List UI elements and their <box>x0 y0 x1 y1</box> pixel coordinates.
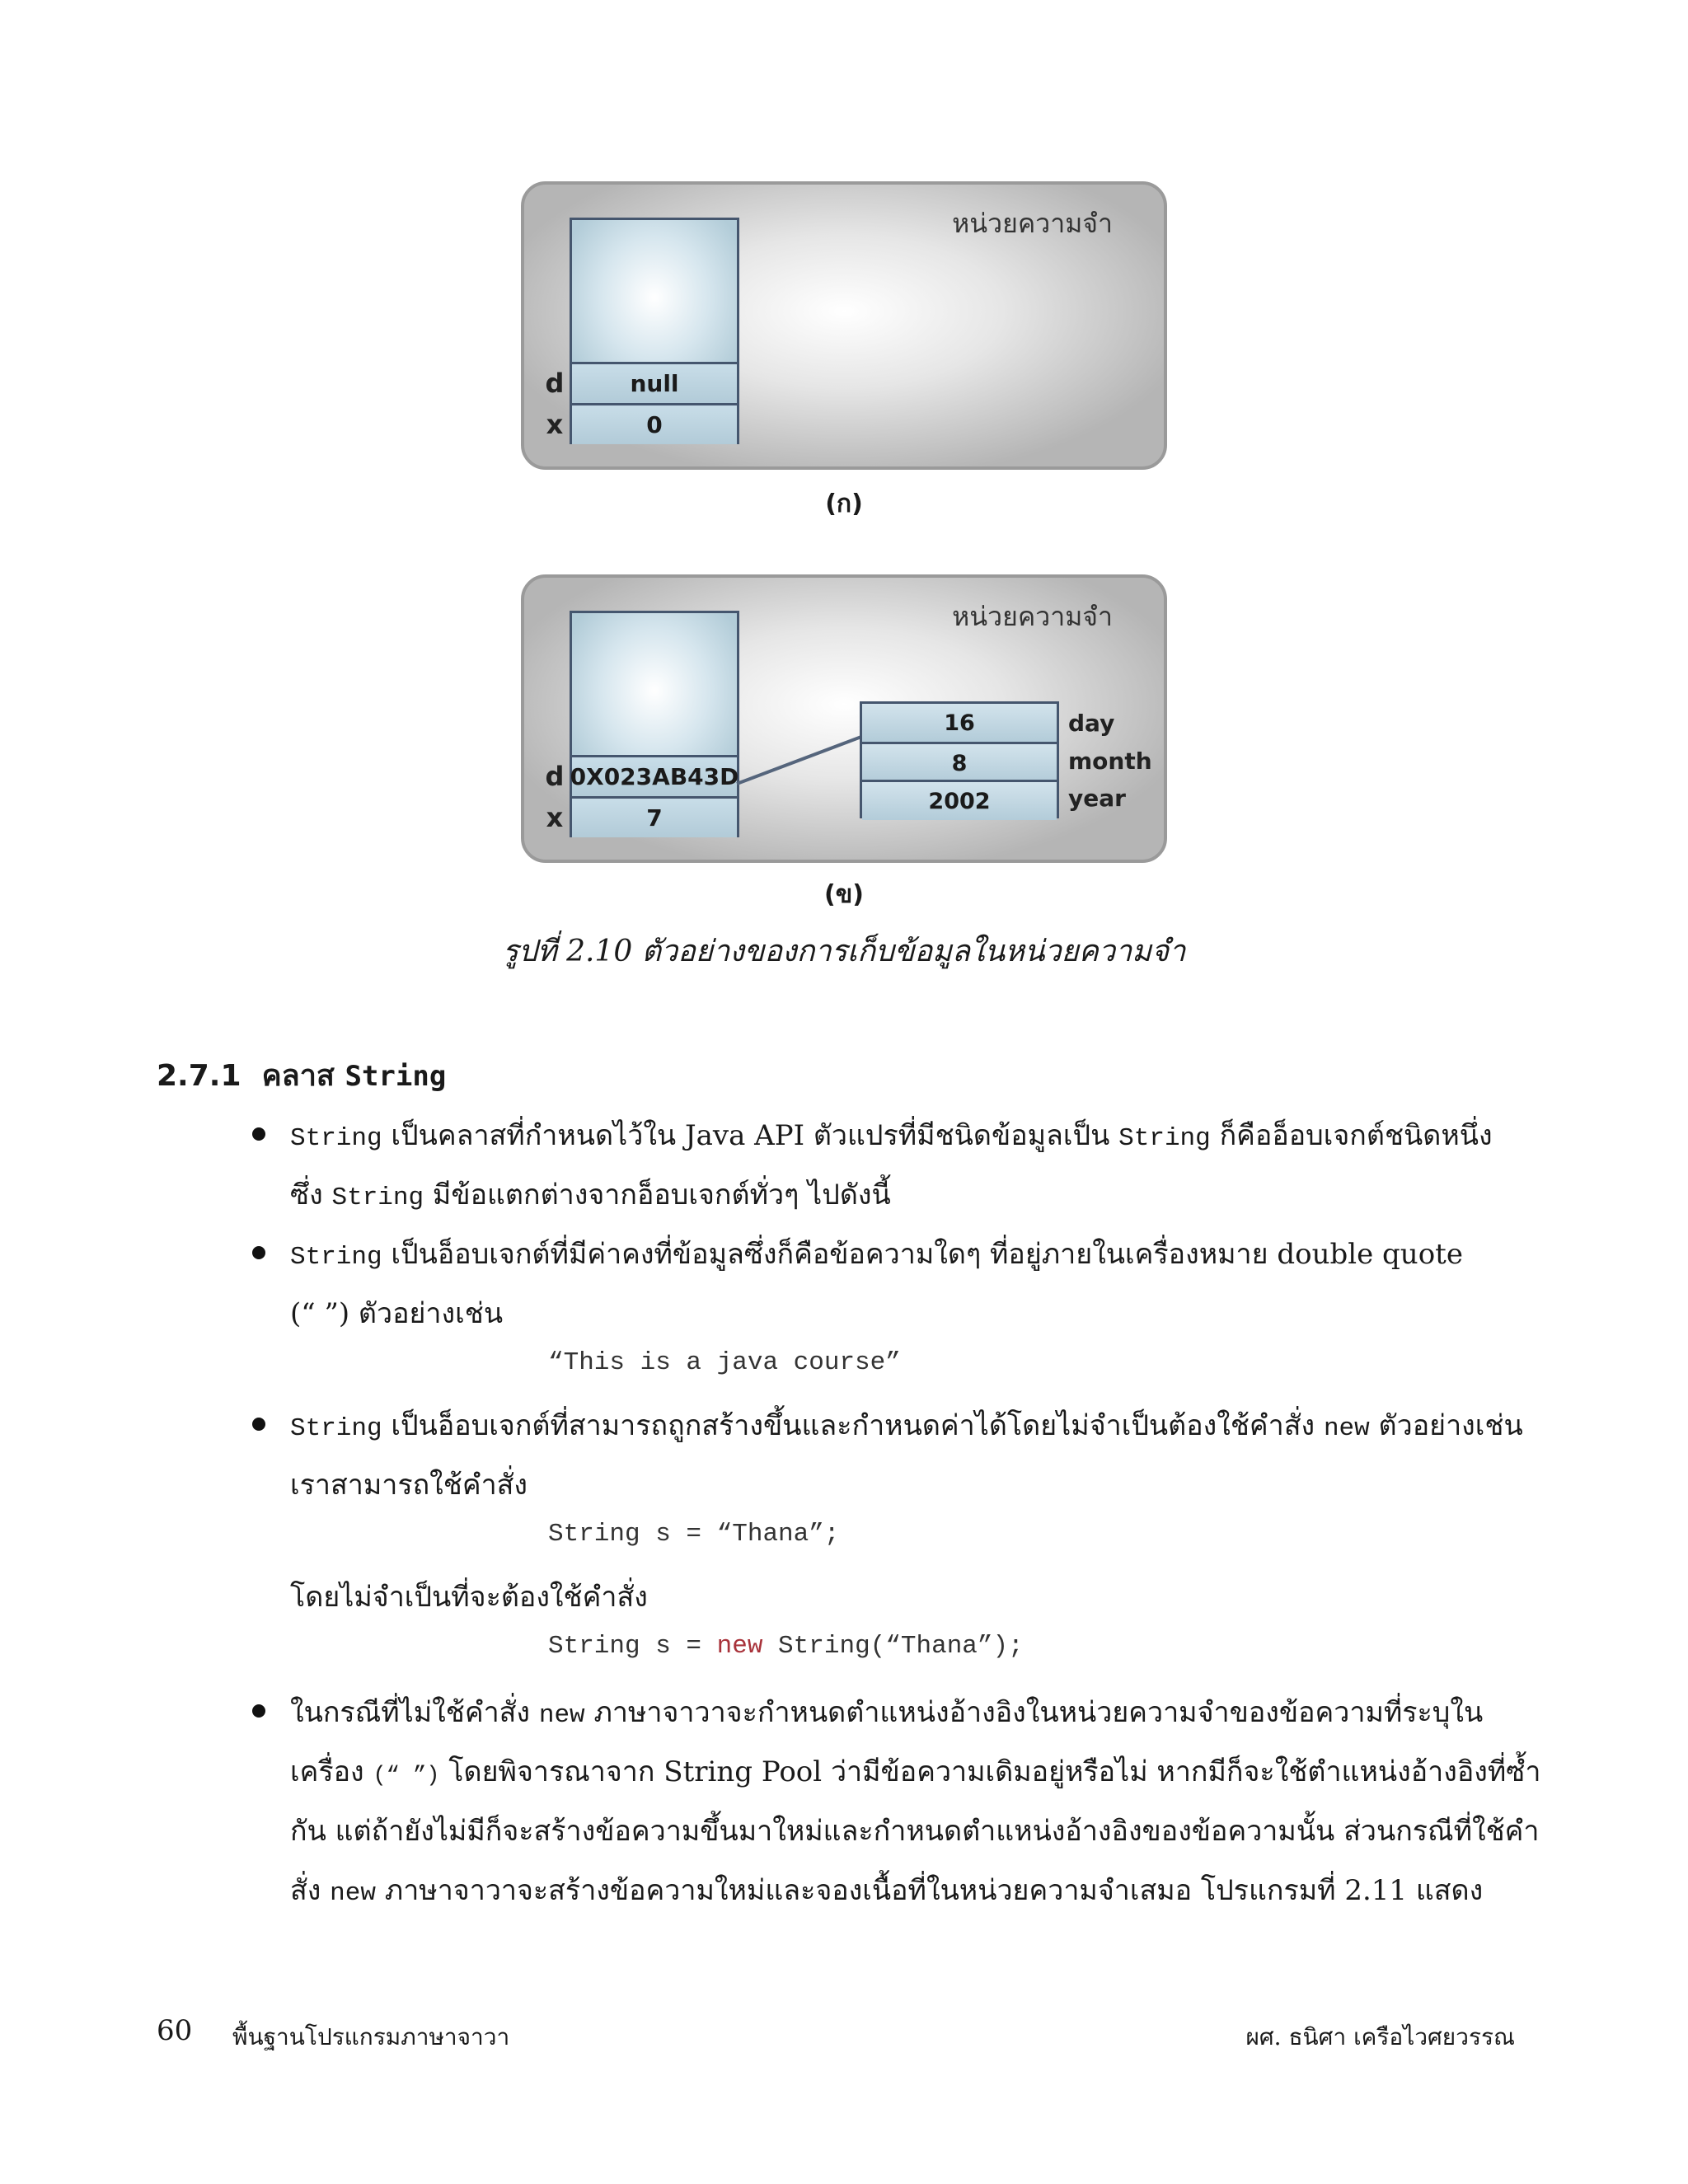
text: สั่ง <box>290 1874 331 1907</box>
variable-d-cell: null <box>572 362 737 403</box>
section-title-code: String <box>345 1060 447 1093</box>
variable-x-name: x <box>546 409 564 440</box>
inline-code: String <box>290 1414 382 1443</box>
text: เครื่อง <box>290 1755 373 1788</box>
inline-code: String <box>290 1243 382 1272</box>
field-month-name: month <box>1068 748 1152 775</box>
memory-label: หน่วยความจำ <box>952 208 1113 239</box>
paragraph-line: (“ ”) ตัวอย่างเช่น <box>290 1297 504 1330</box>
paragraph-line <box>290 1749 1540 1793</box>
field-day-name: day <box>1068 710 1115 737</box>
text: เป็นอ็อบเจกต์ที่สามารถถูกสร้างขึ้นและกำหนดค่าได้โดยไม่จำเป็นต้องใช้คำสั่ง <box>382 1409 1324 1442</box>
variable-d-cell: 0X023AB43D <box>572 755 737 796</box>
text: ภาษาจาวาจะกำหนดตำแหน่งอ้างอิงในหน่วยความจำของข้อความที่ระบุใน <box>584 1696 1484 1729</box>
text: เป็นคลาสที่กำหนดไว้ใน Java API ตัวแปรที่มีชนิดข้อมูลเป็น <box>382 1119 1119 1152</box>
bullet <box>252 1418 265 1431</box>
code-example <box>548 1632 1024 1661</box>
field-month-value: 8 <box>862 742 1057 782</box>
paragraph-line <box>290 1113 1493 1157</box>
code-keyword: new <box>716 1632 763 1661</box>
page-number: 60 <box>157 2014 193 2047</box>
inline-code: String <box>331 1183 424 1212</box>
field-year-value: 2002 <box>862 780 1057 820</box>
paragraph-line: โดยไม่จำเป็นที่จะต้องใช้คำสั่ง <box>290 1581 648 1614</box>
memory-diagram-a <box>521 181 1167 470</box>
code-example: String s = “Thana”; <box>548 1520 840 1549</box>
section-number: 2.7.1 <box>157 1059 241 1093</box>
text: เป็นอ็อบเจกต์ที่มีค่าคงที่ข้อมูลซึ่งก็คือข้อความใดๆ ที่อยู่ภายในเครื่องหมาย double quote <box>382 1238 1463 1271</box>
variable-d-name: d <box>545 368 565 399</box>
variable-x-name: x <box>546 802 564 833</box>
paragraph-line <box>290 1868 1483 1912</box>
author-name: ผศ. ธนิศา เครือไวศยวรรณ <box>1245 2023 1515 2050</box>
inline-code: new <box>538 1701 585 1730</box>
text: โดยพิจารณาจาก String Pool ว่ามีข้อความเดิมอยู่หรือไม่ หากมีก็จะใช้ตำแหน่งอ้างอิงที่ซ้ำ <box>439 1755 1541 1788</box>
book-title: พื้นฐานโปรแกรมภาษาจาวา <box>232 2023 510 2050</box>
text: มีข้อแตกต่างจากอ็อบเจกต์ทั่วๆ ไปดังนี้ <box>424 1179 891 1212</box>
field-day-value: 16 <box>862 704 1057 742</box>
inline-code: String <box>290 1124 382 1153</box>
paragraph-line <box>290 1690 1483 1734</box>
variable-d-name: d <box>545 761 565 792</box>
inline-code: new <box>330 1879 376 1908</box>
paragraph-line: กัน แต่ถ้ายังไม่มีก็จะสร้างข้อความขึ้นมาใหม่และกำหนดตำแหน่งอ้างอิงของข้อความนั้น ส่วนกรณีที่ใช้คำ <box>290 1815 1540 1848</box>
inline-code: new <box>1323 1414 1370 1443</box>
code-example: “This is a java course” <box>548 1348 901 1377</box>
paragraph-line <box>290 1231 1463 1276</box>
variable-x-cell: 0 <box>572 403 737 444</box>
text: ก็คืออ็อบเจกต์ชนิดหนึ่ง <box>1210 1119 1493 1152</box>
text: ในกรณีที่ไม่ใช้คำสั่ง <box>290 1696 539 1729</box>
memory-label: หน่วยความจำ <box>952 601 1113 632</box>
bullet <box>252 1704 265 1718</box>
inline-code: (“ ”) <box>373 1764 440 1788</box>
text: ซึ่ง <box>290 1179 332 1212</box>
field-year-name: year <box>1068 785 1126 812</box>
code-text: String s = <box>548 1632 717 1661</box>
inline-code: String <box>1118 1124 1211 1153</box>
bullet <box>252 1246 265 1259</box>
text: ตัวอย่างเช่น <box>1369 1409 1523 1442</box>
diagram-a-sublabel: (ก) <box>825 490 863 518</box>
section-heading <box>157 1052 446 1099</box>
paragraph-line: เราสามารถใช้คำสั่ง <box>290 1469 528 1502</box>
paragraph-line <box>290 1403 1523 1447</box>
figure-caption: รูปที่ 2.10 ตัวอย่างของการเก็บข้อมูลในหน่วยความจำ <box>502 935 1186 968</box>
code-text: String(“Thana”); <box>762 1632 1024 1661</box>
text: ภาษาจาวาจะสร้างข้อความใหม่และจองเนื้อที่ในหน่วยความจำเสมอ โปรแกรมที่ 2.11 แสดง <box>375 1874 1484 1907</box>
bullet <box>252 1127 265 1141</box>
date-object <box>860 701 1059 818</box>
paragraph-line <box>290 1172 891 1216</box>
stack-block <box>570 218 739 444</box>
variable-x-cell: 7 <box>572 796 737 837</box>
memory-diagram-b <box>521 574 1167 863</box>
diagram-b-sublabel: (ข) <box>824 880 864 909</box>
section-title: คลาส <box>261 1059 335 1093</box>
